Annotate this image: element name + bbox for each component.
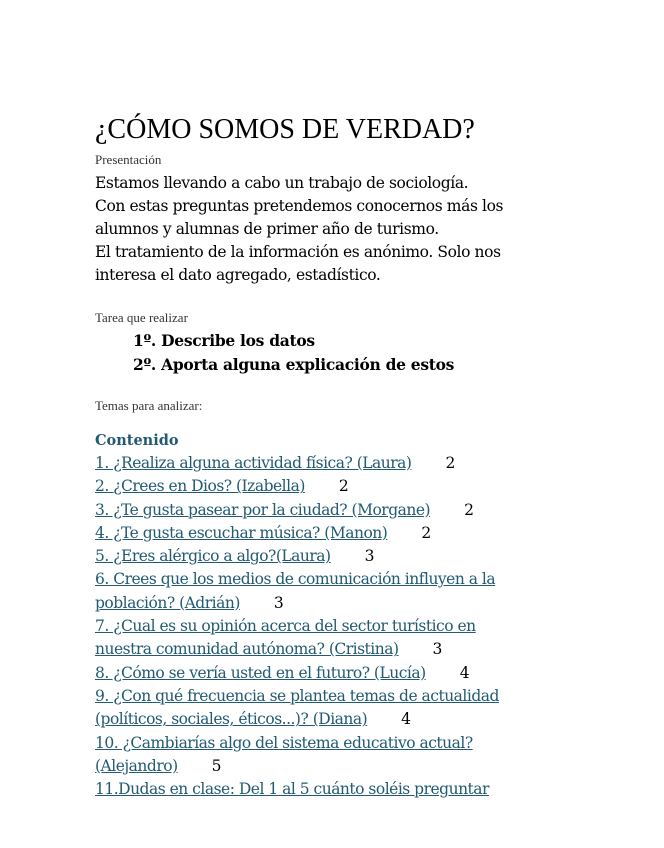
toc-link[interactable]: 5. ¿Eres alérgico a algo?(Laura): [95, 547, 331, 566]
task-list: [133, 329, 454, 377]
toc-page-number: 5: [211, 756, 221, 775]
toc-entry-line: [95, 615, 640, 638]
intro-line: interesa el dato agregado, estadístico.: [95, 266, 381, 284]
toc-link[interactable]: (Alejandro): [95, 756, 178, 775]
intro-paragraph: [95, 172, 635, 287]
toc-link[interactable]: nuestra comunidad autónoma? (Cristina): [95, 640, 399, 659]
toc-entry-line: [95, 708, 640, 731]
toc-entry[interactable]: [95, 732, 640, 779]
presentation-label: Presentación: [95, 152, 162, 167]
toc-entry-line: [95, 499, 640, 522]
toc-entry[interactable]: [95, 475, 640, 498]
toc-link[interactable]: (políticos, sociales, éticos...)? (Diana): [95, 710, 368, 729]
toc-entry[interactable]: [95, 568, 640, 615]
toc-entry[interactable]: [95, 545, 640, 568]
toc-page-number: 3: [432, 640, 442, 659]
toc-entry[interactable]: [95, 685, 640, 732]
toc-page-number: 3: [364, 547, 374, 566]
task-item: 1º. Describe los datos: [133, 331, 315, 350]
toc-link[interactable]: 2. ¿Crees en Dios? (Izabella): [95, 477, 305, 496]
toc-entry-line: [95, 522, 640, 545]
document-title: ¿CÓMO SOMOS DE VERDAD?: [95, 114, 475, 145]
toc-entry[interactable]: [95, 778, 640, 801]
task-item: 2º. Aporta alguna explicación de estos: [133, 355, 455, 374]
toc-page-number: 4: [459, 663, 470, 682]
intro-line: Estamos llevando a cabo un trabajo de sociología.: [95, 174, 469, 192]
toc-entry-line: [95, 568, 640, 591]
toc-link[interactable]: 9. ¿Con qué frecuencia se plantea temas de actualidad: [95, 686, 499, 705]
toc-link[interactable]: 6. Crees que los medios de comunicación influyen a la: [95, 570, 496, 589]
intro-line: alumnos y alumnas de primer año de turismo.: [95, 220, 439, 238]
toc-entry-line: [95, 475, 640, 498]
toc-link[interactable]: población? (Adrián): [95, 593, 240, 612]
toc-entry[interactable]: [95, 662, 640, 685]
intro-line: El tratamiento de la información es anónimo. Solo nos: [95, 243, 501, 261]
toc-entry[interactable]: [95, 499, 640, 522]
toc-entry-line: [95, 685, 640, 708]
toc-entry-line: [95, 452, 640, 475]
toc-link[interactable]: 7. ¿Cual es su opinión acerca del sector turístico en: [95, 617, 476, 636]
toc-entry[interactable]: [95, 615, 640, 662]
toc-entry[interactable]: [95, 522, 640, 545]
toc-link[interactable]: 11.Dudas en clase: Del 1 al 5 cuánto soléis preguntar: [95, 780, 489, 799]
toc-entry-line: [95, 732, 640, 755]
toc-page-number: 2: [464, 500, 474, 519]
toc-entry-line: [95, 638, 640, 661]
toc-page-number: 2: [421, 523, 431, 542]
toc-link[interactable]: 1. ¿Realiza alguna actividad física? (Laura): [95, 454, 412, 472]
contents-heading: Contenido: [95, 432, 179, 449]
toc-link[interactable]: 3. ¿Te gusta pasear por la ciudad? (Morgane): [95, 500, 431, 519]
toc-entry-line: [95, 778, 640, 801]
topics-label: Temas para analizar:: [95, 398, 203, 413]
toc-entry[interactable]: [95, 452, 640, 475]
task-label: Tarea que realizar: [95, 310, 188, 325]
toc-link[interactable]: 10. ¿Cambiarías algo del sistema educativo actual?: [95, 733, 473, 752]
toc-entry-line: [95, 592, 640, 615]
toc-link[interactable]: 8. ¿Cómo se vería usted en el futuro? (Lucía): [95, 663, 426, 682]
toc-entry-line: [95, 662, 640, 685]
toc-page-number: 4: [401, 710, 411, 729]
toc-entry-line: [95, 545, 640, 568]
toc-link[interactable]: 4. ¿Te gusta escuchar música? (Manon): [95, 523, 388, 542]
table-of-contents: [95, 452, 640, 801]
toc-page-number: 2: [445, 454, 455, 472]
toc-page-number: 3: [273, 593, 284, 612]
toc-page-number: 2: [338, 477, 349, 496]
toc-entry-line: [95, 755, 640, 778]
intro-line: Con estas preguntas pretendemos conocernos más los: [95, 197, 504, 215]
